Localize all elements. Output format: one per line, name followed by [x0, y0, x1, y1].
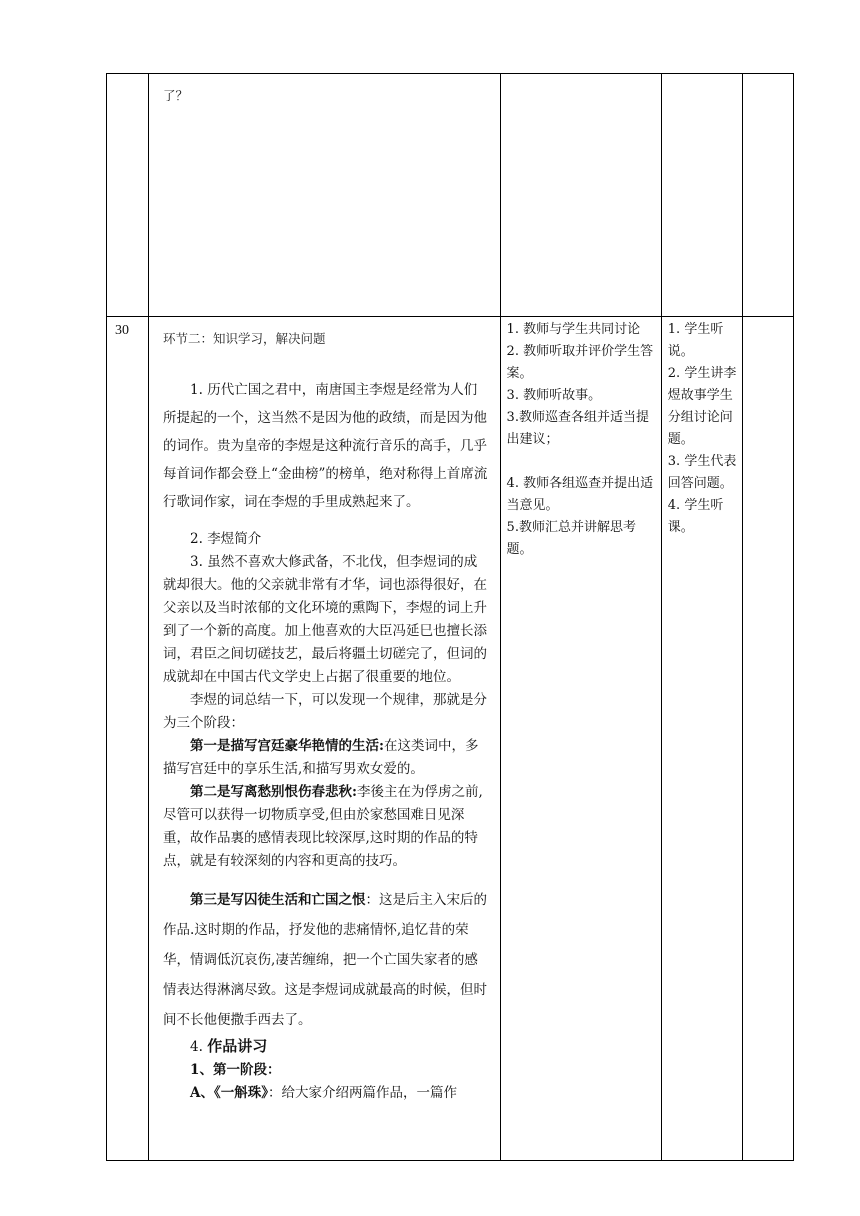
stage-2	[163, 781, 488, 873]
phase-heading: 1、第一阶段：	[190, 1062, 281, 1078]
paragraph-3: 3. 虽然不喜欢大修武备，不北伐，但李煜词的成就却很大。他的父亲就非常有才华，词也添得很好，在父亲以及当时浓郁的文化环境的熏陶下，李煜的词上升到了一个新的高度。加上他喜欢的大臣冯延巳也擅长添词，君臣之间切磋技艺，最后将疆土切磋完了，但词的成就却在中国古代文学史上占据了很重要的地位。	[163, 554, 488, 685]
stage-1-heading: 第一是描写宫廷豪华艳情的生活:	[190, 738, 385, 754]
lesson-plan-table	[106, 73, 794, 1161]
paragraph-1: 1. 历代亡国之君中，南唐国主李煜是经常为人们所提起的一个，这当然不是因为他的政绩，而是因为他的词作。贵为皇帝的李煜是这种流行音乐的高手，几乎每首词作都会登上“金曲榜”的榜单，绝对称得上首席流行歌词作家，词在李煜的手里成熟起来了。	[163, 382, 488, 510]
work-intro: ：给大家介绍两篇作品，一篇作	[268, 1085, 458, 1101]
paragraph-2: 2. 李煜简介	[190, 531, 262, 547]
stage-3-heading: 第三是写囚徒生活和亡国之恨	[190, 892, 366, 908]
stage-3	[163, 885, 488, 1035]
content-cell	[149, 74, 501, 317]
teacher-activity: 3.教师巡查各组并适当提出建议；	[506, 410, 649, 447]
teacher-activity: 4. 教师各组巡查并提出适当意见。	[506, 476, 654, 513]
continued-text: 了？	[163, 88, 189, 103]
teacher-activity-blank	[507, 451, 657, 473]
section-number: 4.	[190, 1039, 203, 1055]
stage-title: 环节二：知识学习，解决问题	[163, 331, 326, 346]
teacher-activity: 1. 教师与学生共同讨论	[506, 322, 641, 337]
table-row	[107, 74, 794, 317]
student-activity: 2. 学生讲李煜故事学生分组讨论问题。	[667, 366, 737, 447]
paragraph-6	[163, 1059, 488, 1082]
section-heading: 作品讲习	[207, 1037, 268, 1055]
teacher-cell	[500, 317, 661, 1161]
time-minutes: 30	[115, 323, 129, 338]
student-cell	[661, 74, 742, 317]
teacher-activity: 2. 教师听取并评价学生答案。	[506, 344, 654, 381]
student-activity: 3. 学生代表回答问题。	[667, 454, 737, 491]
stage-2-text: 李後主在为俘虏之前,尽管可以获得一切物质享受,但由於家愁国难日见深重，故作品裏的感情表现比较深厚,这时期的作品的特点，就是有较深刻的内容和更高的技巧。	[163, 784, 483, 869]
time-cell	[107, 74, 149, 317]
teacher-activity: 3. 教师听故事。	[506, 388, 602, 403]
table-row	[107, 317, 794, 1161]
time-cell	[107, 317, 149, 1161]
paragraph-5	[163, 1035, 488, 1059]
paragraph-7	[163, 1082, 488, 1105]
student-cell	[661, 317, 742, 1161]
teacher-cell	[500, 74, 661, 317]
note-cell	[742, 317, 793, 1161]
note-cell	[742, 74, 793, 317]
student-activity: 1. 学生听说。	[667, 322, 724, 359]
stage-1-text: 在这类词中，多描写宫廷中的享乐生活,和描写男欢女爱的。	[163, 738, 479, 777]
stage-1	[163, 735, 488, 781]
work-title: A、《一斛珠》	[190, 1085, 269, 1101]
student-activity: 4. 学生听课。	[667, 498, 724, 535]
content-cell	[149, 317, 501, 1161]
paragraph-4: 李煜的词总结一下，可以发现一个规律，那就是分为三个阶段：	[163, 692, 488, 731]
teacher-activity: 5.教师汇总并讲解思考题。	[506, 520, 636, 557]
stage-3-text: ：这是后主入宋后的作品.这时期的作品，抒发他的悲痛情怀,追忆昔的荣华，情调低沉哀伤,凄苦缠绵，把一个亡国失家者的感情表达得淋漓尽致。这是李煜词成就最高的时候，但时间不长他便撒手西去了。	[163, 892, 488, 1028]
stage-2-heading: 第二是写离愁别恨伤春悲秋:	[190, 784, 358, 800]
